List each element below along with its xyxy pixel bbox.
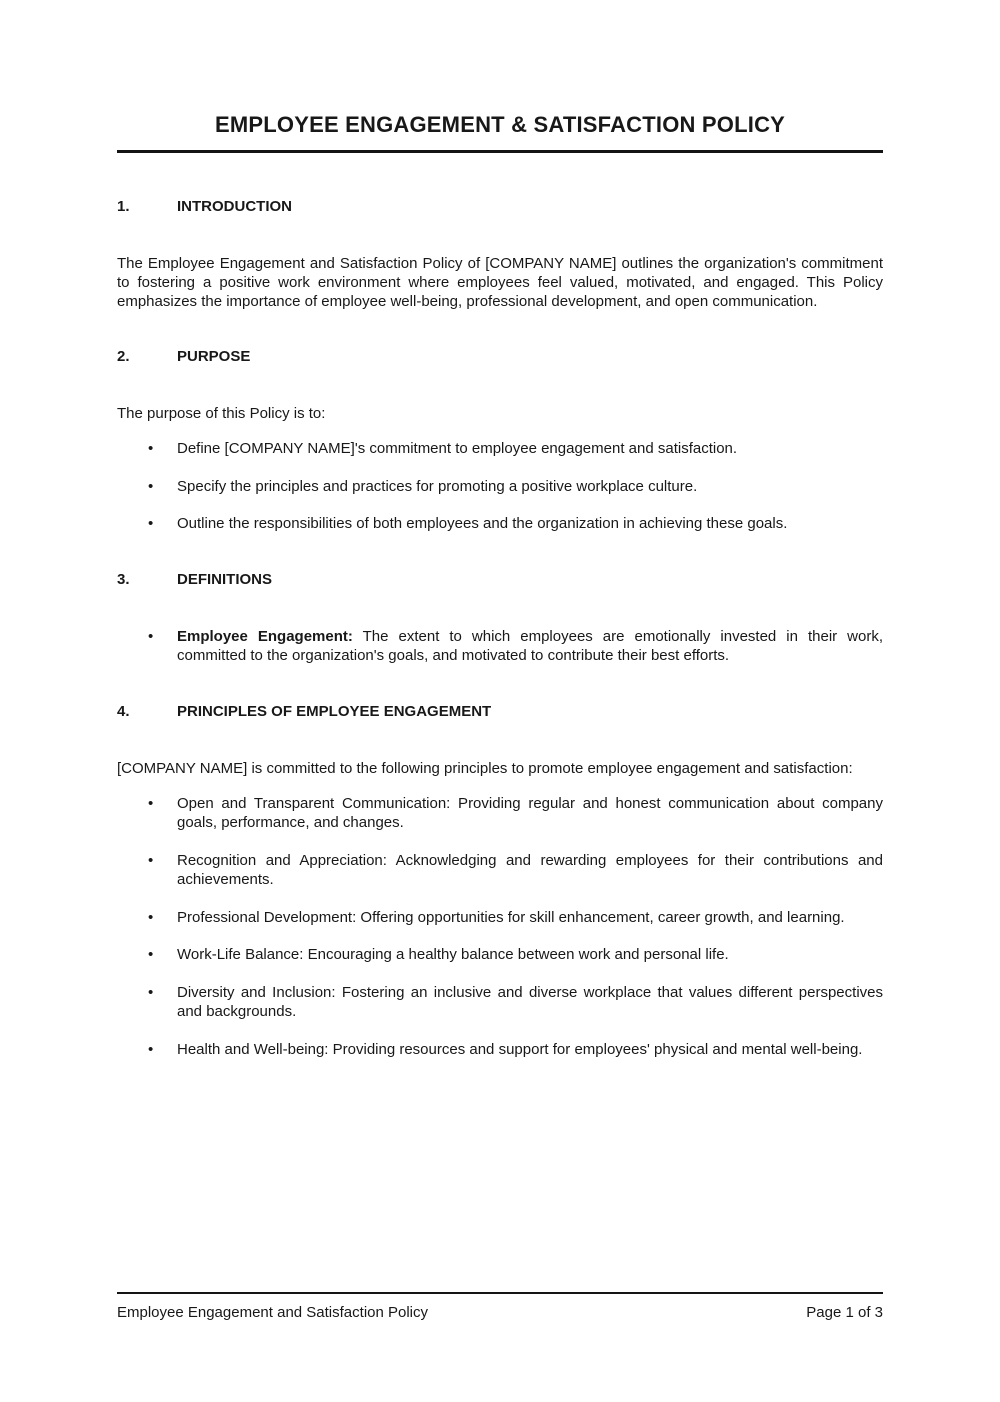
bullet-dot-icon: • (148, 946, 154, 963)
bullet-item (117, 1040, 883, 1060)
definition-term: Employee Engagement: (177, 627, 353, 645)
bullet-dot-icon: • (148, 908, 154, 926)
bullet-item (117, 983, 883, 1022)
purpose-lead-paragraph: The purpose of this Policy is to: (117, 405, 326, 422)
bullet-dot-icon: • (148, 983, 154, 1001)
bullet-text: Outline the responsibilities of both employees and the organization in achieving these goals. (177, 515, 788, 532)
definitions-bullet-list (117, 627, 883, 666)
section-title: PRINCIPLES OF EMPLOYEE ENGAGEMENT (177, 702, 492, 720)
section-heading-definitions (117, 570, 883, 589)
bullet-text: Work-Life Balance: Encouraging a healthy balance between work and personal life. (177, 946, 729, 963)
section-heading-introduction (117, 197, 883, 216)
bullet-dot-icon: • (148, 515, 154, 532)
bullet-dot-icon: • (148, 477, 154, 495)
bullet-dot-icon: • (148, 794, 154, 812)
section-title: INTRODUCTION (177, 198, 292, 215)
bullet-dot-icon: • (148, 1040, 154, 1058)
page-title: EMPLOYEE ENGAGEMENT & SATISFACTION POLICY (214, 112, 786, 137)
bullet-item (117, 908, 883, 928)
footer-page-number: Page 1 of 3 (806, 1304, 883, 1321)
bullet-text: Professional Development: Offering opportunities for skill enhancement, career growth, and learning. (177, 908, 845, 926)
title-divider (117, 150, 883, 153)
bullet-text: Specify the principles and practices for promoting a positive workplace culture. (177, 477, 698, 495)
footer-document-title: Employee Engagement and Satisfaction Policy (117, 1304, 429, 1321)
bullet-item (117, 851, 883, 890)
purpose-bullet-list (117, 439, 883, 534)
definition-body: The extent to which employees are emotionally invested in their work, committed to the organization's goals, and motivated to contribute their best efforts. (177, 627, 883, 664)
principles-lead-paragraph: [COMPANY NAME] is committed to the following principles to promote employee engagement and satisfaction: (117, 759, 853, 777)
bullet-text: Recognition and Appreciation: Acknowledging and rewarding employees for their contributions and achievements. (177, 851, 883, 888)
section-heading-principles (117, 702, 883, 721)
bullet-dot-icon: • (148, 851, 154, 869)
bullet-text: Diversity and Inclusion: Fostering an inclusive and diverse workplace that values different perspectives and backgrounds. (177, 983, 883, 1020)
intro-paragraph: The Employee Engagement and Satisfaction Policy of [COMPANY NAME] outlines the organization's commitment to fostering a positive work environment where employees feel valued, motivated, and engaged. This Policy emphasizes the importance of employee well-being, professional development, and open communication. (117, 255, 883, 310)
section-number: 1. (117, 198, 130, 215)
bullet-item (117, 627, 883, 666)
section-heading-purpose (117, 347, 883, 366)
bullet-dot-icon: • (148, 627, 154, 645)
bullet-text (177, 627, 883, 666)
bullet-text: Define [COMPANY NAME]'s commitment to employee engagement and satisfaction. (177, 440, 738, 457)
bullet-item (117, 794, 883, 833)
section-number: 2. (117, 348, 130, 365)
section-title: DEFINITIONS (177, 570, 273, 588)
document-page (0, 112, 1000, 1059)
bullet-item (117, 439, 883, 459)
bullet-item (117, 945, 883, 965)
bullet-item (117, 477, 883, 497)
bullet-dot-icon: • (148, 440, 154, 457)
section-title: PURPOSE (177, 348, 251, 365)
bullet-text: Open and Transparent Communication: Providing regular and honest communication about company goals, performance, and changes. (177, 794, 883, 831)
section-number: 4. (117, 702, 130, 720)
page-footer (117, 1292, 883, 1322)
principles-bullet-list (117, 794, 883, 1060)
bullet-text: Health and Well-being: Providing resources and support for employees' physical and mental well-being. (177, 1040, 863, 1058)
section-number: 3. (117, 570, 130, 588)
bullet-item (117, 514, 883, 534)
